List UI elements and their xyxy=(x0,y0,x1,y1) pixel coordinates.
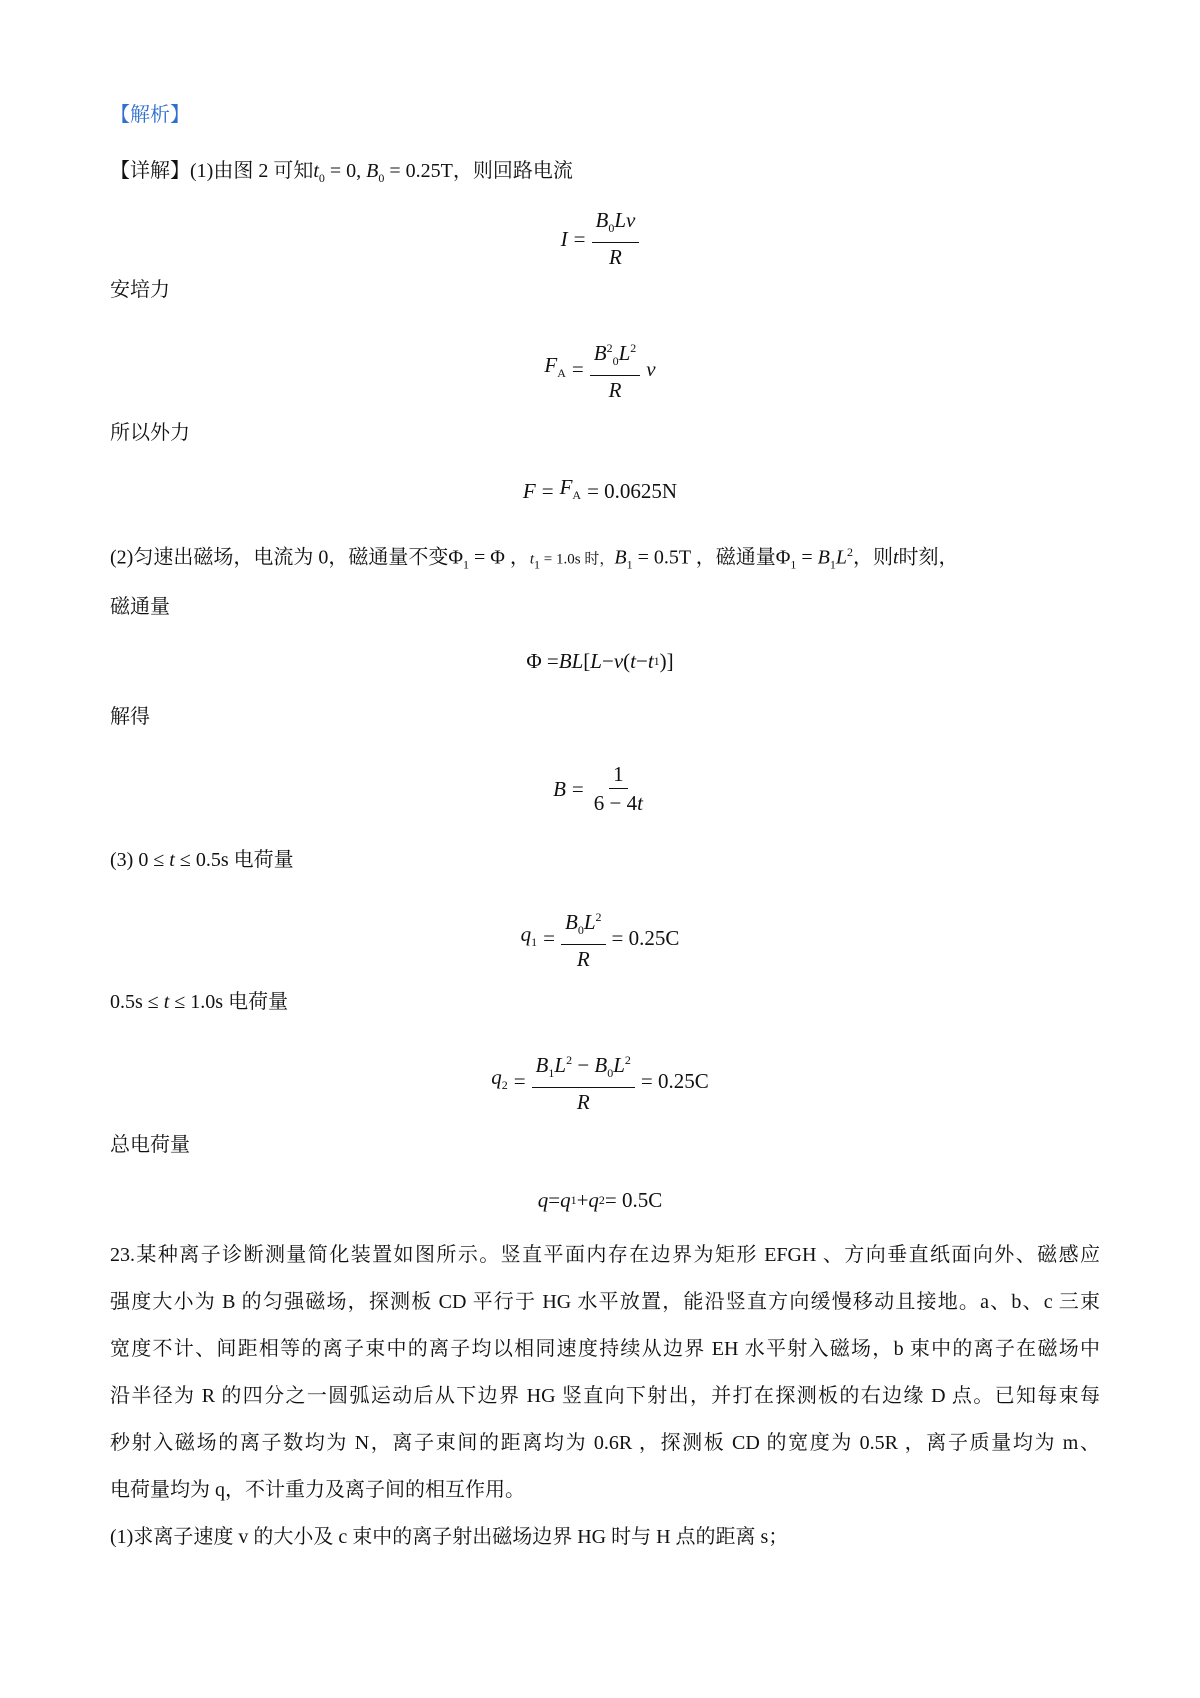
math-var: q xyxy=(537,1188,549,1212)
math-sup: 2 xyxy=(624,1053,631,1067)
paragraph-line: 宽度不计、间距相等的离子束中的离子均以相同速度持续从边界 EH 水平射入磁场，b 束中的离子在磁场中 xyxy=(110,1338,1100,1360)
text: ≤ 1.0s 电荷量 xyxy=(169,991,289,1013)
math-sub: 1 xyxy=(548,1066,555,1081)
equation-flux xyxy=(0,647,1200,676)
math: − xyxy=(601,649,614,673)
math-var: q xyxy=(588,1188,599,1212)
label-flux: 磁通量 xyxy=(110,596,170,618)
math-op: = xyxy=(573,226,586,251)
math-var: F xyxy=(544,353,558,377)
math-var: L xyxy=(554,1053,567,1077)
math-op: = xyxy=(571,776,584,801)
math-var: B xyxy=(614,546,627,569)
math-var: v xyxy=(646,357,656,382)
math-var: B xyxy=(594,1053,608,1077)
math-sup: 2 xyxy=(606,341,613,355)
math: = 0.25C xyxy=(611,926,680,951)
math-var: B xyxy=(366,160,379,182)
math-var: t xyxy=(892,546,899,569)
section-heading-analysis: 【解析】 xyxy=(110,104,190,126)
math: Φ = xyxy=(526,649,559,673)
math: = 0.25C xyxy=(640,1069,709,1094)
math-var: I xyxy=(560,226,568,251)
math-var: q xyxy=(520,922,532,946)
math-op: − xyxy=(572,1053,595,1077)
label-ampere-force: 安培力 xyxy=(110,279,170,301)
math-var: BL xyxy=(558,649,584,673)
math: = Φ ， xyxy=(468,546,530,569)
math: 6 − 4 xyxy=(593,791,638,815)
text: ≤ 0.5s 电荷量 xyxy=(174,849,294,871)
math-sup: 2 xyxy=(846,545,853,559)
text: ，则 xyxy=(852,546,893,569)
math-sub: 0 xyxy=(612,354,619,369)
equation-ampere-force xyxy=(0,336,1200,402)
math-sub: 2 xyxy=(598,1193,605,1207)
label-total-charge: 总电荷量 xyxy=(110,1134,190,1156)
text: 0.5s ≤ xyxy=(110,991,164,1013)
math-var: B xyxy=(593,341,607,365)
fraction xyxy=(532,1048,635,1114)
math-var: R xyxy=(608,378,622,403)
math: = 1.0s 时， xyxy=(540,551,615,568)
math: = xyxy=(796,546,818,569)
math-var: B xyxy=(535,1053,549,1077)
math-sub: 1 xyxy=(462,557,469,572)
math-sub: 1 xyxy=(653,654,660,668)
math-sub: 1 xyxy=(534,557,541,572)
math-var: L xyxy=(613,1053,625,1077)
math-var: L xyxy=(618,341,631,365)
math-text: = 0.25T xyxy=(384,160,453,182)
fraction xyxy=(590,336,641,402)
math-sub: A xyxy=(557,366,566,381)
math-sub: 0 xyxy=(318,171,325,185)
equation-total-charge xyxy=(0,1186,1200,1215)
fraction xyxy=(592,208,640,269)
fraction xyxy=(561,905,606,971)
math: − xyxy=(635,649,648,673)
math-op: = xyxy=(571,357,584,382)
math: = xyxy=(548,1188,561,1212)
math: Φ xyxy=(448,546,463,569)
math-sub: 1 xyxy=(626,557,633,572)
math-sub: 1 xyxy=(531,935,538,950)
text: (3) 0 ≤ xyxy=(110,849,170,871)
math-var: t xyxy=(630,649,636,673)
math-var: F xyxy=(559,475,573,499)
paragraph-line: 强度大小为 B 的匀强磁场，探测板 CD 平行于 HG 水平放置，能沿竖直方向缓慢移动且接地。a、b、c 三束 xyxy=(110,1291,1100,1313)
math-var: t xyxy=(163,991,170,1013)
question-23-paragraph xyxy=(110,1232,1100,1561)
math: + xyxy=(576,1188,589,1212)
math-var: R xyxy=(576,1090,590,1115)
math-sub: A xyxy=(572,488,582,503)
math-var: q xyxy=(491,1065,502,1089)
paragraph-line: 秒射入磁场的离子数均为 N，离子束间的距离均为 0.6R ，探测板 CD 的宽度为 0.5R ，离子质量均为 m、 xyxy=(110,1432,1100,1454)
math: )] xyxy=(659,649,674,673)
math-var: R xyxy=(609,245,622,270)
math-var: R xyxy=(576,947,590,972)
math-sub: 0 xyxy=(577,923,584,938)
math: Φ xyxy=(775,546,791,569)
equation-external-force xyxy=(0,473,1200,509)
math-var: L xyxy=(590,649,602,673)
math-var: F xyxy=(522,479,536,504)
math-sub: 0 xyxy=(608,221,615,236)
part2-text xyxy=(110,538,959,579)
numerator: 1 xyxy=(609,762,628,789)
math-var: v xyxy=(613,649,624,673)
math-var: q xyxy=(560,1188,571,1212)
paragraph-line: 沿半径为 R 的四分之一圆弧运动后从下边界 HG 竖直向下射出，并打在探测板的右边缘 D 点。已知每束每 xyxy=(110,1385,1100,1407)
math: [ xyxy=(583,649,591,673)
equation-q2 xyxy=(0,1048,1200,1114)
math-var: t xyxy=(313,160,319,182)
fraction xyxy=(590,762,647,815)
detail-label: 【详解】 xyxy=(110,160,190,182)
math-sup: 2 xyxy=(630,341,637,355)
text: = 0.5T ，磁通量 xyxy=(632,546,776,569)
math: = 0.5C xyxy=(604,1188,663,1212)
math-var: B xyxy=(553,776,566,801)
math-text: = 0, xyxy=(324,160,367,182)
math-sup: 2 xyxy=(595,910,602,924)
text: (2)匀速出磁场，电流为 0，磁通量不变 xyxy=(110,546,449,569)
math-var: Lv xyxy=(614,208,636,232)
equation-current xyxy=(0,208,1200,269)
math-var: t xyxy=(529,551,535,568)
paragraph-line: 23.某种离子诊断测量简化装置如图所示。竖直平面内存在边界为矩形 EFGH 、方向垂直纸面向外、磁感应 xyxy=(110,1244,1100,1266)
intro-text: (1)由图 2 可知 xyxy=(190,160,314,182)
detail-part1-intro xyxy=(110,157,573,192)
subquestion-1: (1)求离子速度 v 的大小及 c 束中的离子射出磁场边界 HG 时与 H 点的距离 s； xyxy=(110,1526,789,1548)
math-var: B xyxy=(817,546,830,569)
label-external-force: 所以外力 xyxy=(110,422,190,444)
math-op: = xyxy=(543,926,555,951)
math-var: B xyxy=(595,208,609,232)
math-sup: 2 xyxy=(566,1053,573,1067)
part3b-text xyxy=(110,988,288,1016)
intro-tail: ，则回路电流 xyxy=(452,160,573,182)
math-var: t xyxy=(647,649,654,673)
math-sub: 1 xyxy=(829,557,836,572)
math-sub: 1 xyxy=(790,557,797,572)
math-sub: 2 xyxy=(501,1078,508,1093)
math-sub: 0 xyxy=(378,171,385,185)
equation-q1 xyxy=(0,905,1200,971)
math-op: = xyxy=(513,1069,526,1094)
math-op: = xyxy=(541,479,554,504)
text: 时刻， xyxy=(898,546,959,569)
math-var: L xyxy=(583,910,596,934)
label-solve: 解得 xyxy=(110,706,150,728)
paragraph-line: 电荷量均为 q，不计重力及离子间的相互作用。 xyxy=(110,1479,525,1501)
math-var: L xyxy=(835,546,847,569)
math-sub: 1 xyxy=(570,1193,577,1207)
math-sub: 0 xyxy=(607,1066,614,1081)
math-var: B xyxy=(564,910,578,934)
part3-text xyxy=(110,846,294,874)
equation-b xyxy=(0,762,1200,815)
math-var: t xyxy=(169,849,175,871)
math: ( xyxy=(623,649,631,673)
math-var: t xyxy=(637,791,643,815)
math-text: = 0.0625N xyxy=(587,479,678,504)
